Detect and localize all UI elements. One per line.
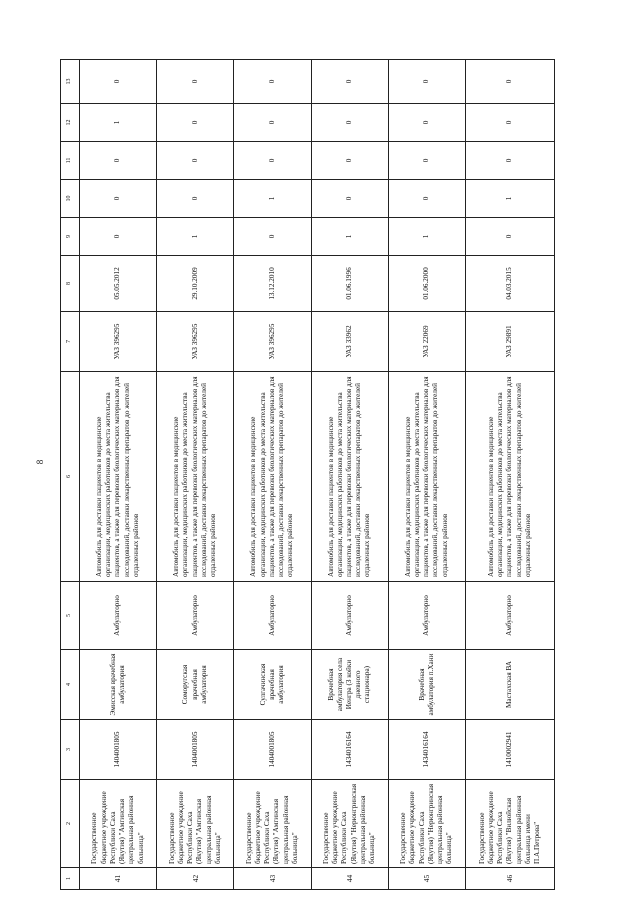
model-cell: УАЗ 29891 <box>465 312 554 372</box>
count-cell: 0 <box>80 142 157 180</box>
row-number: 42 <box>157 868 234 890</box>
row-number: 43 <box>234 868 311 890</box>
table-row <box>388 60 465 890</box>
care-type-cell: Амбулаторно <box>157 582 234 650</box>
count-cell: 0 <box>311 180 388 218</box>
header-row <box>61 60 80 890</box>
code-cell: 1410002941 <box>465 720 554 780</box>
unit-cell: Соморугская врачебная амбулатория <box>157 650 234 720</box>
count-cell: 0 <box>465 142 554 180</box>
count-cell: 0 <box>388 60 465 104</box>
header-cell: 9 <box>61 218 80 256</box>
care-type-cell: Амбулаторно <box>311 582 388 650</box>
table-row <box>157 60 234 890</box>
purpose-cell: Автомобиль для доставки пациентов в медицинские организации, медицинских работников до места жительства пациентов, а также для перевозки биологических материалов для исследований, доставки лекарственных препаратов до жителей отдаленных районов <box>388 372 465 582</box>
date-cell: 04.03.2015 <box>465 256 554 312</box>
count-cell: 0 <box>80 60 157 104</box>
purpose-cell: Автомобиль для доставки пациентов в медицинские организации, медицинских работников до места жительства пациентов, а также для перевозки биологических материалов для исследований, доставки лекарственных препаратов до жителей отдаленных районов <box>465 372 554 582</box>
purpose-cell: Автомобиль для доставки пациентов в медицинские организации, медицинских работников до места жительства пациентов, а также для перевозки биологических материалов для исследований, доставки лекарственных препаратов до жителей отдаленных районов <box>234 372 311 582</box>
count-cell: 0 <box>157 104 234 142</box>
row-number: 46 <box>465 868 554 890</box>
vehicles-table <box>60 59 555 890</box>
row-number: 41 <box>80 868 157 890</box>
unit-cell: Врачебная амбулатория села Иенгра (3 койки дневного стационара) <box>311 650 388 720</box>
count-cell: 0 <box>157 142 234 180</box>
count-cell: 1 <box>311 218 388 256</box>
table-row <box>465 60 554 890</box>
header-cell: 5 <box>61 582 80 650</box>
table-row <box>311 60 388 890</box>
code-cell: 1434016164 <box>311 720 388 780</box>
code-cell: 1404001805 <box>234 720 311 780</box>
organization-cell: Государственное бюджетное учреждение Республики Саха (Якутия) "Амгинская центральная районная больница" <box>157 780 234 868</box>
date-cell: 01.06.1996 <box>311 256 388 312</box>
unit-cell: Сулгачинская врачебная амбулатория <box>234 650 311 720</box>
count-cell: 0 <box>157 60 234 104</box>
count-cell: 1 <box>388 218 465 256</box>
count-cell: 0 <box>388 180 465 218</box>
count-cell: 0 <box>388 142 465 180</box>
header-cell: 6 <box>61 372 80 582</box>
organization-cell: Государственное бюджетное учреждение Республики Саха (Якутия) "Амгинская центральная районная больница" <box>80 780 157 868</box>
row-number: 45 <box>388 868 465 890</box>
header-cell: 7 <box>61 312 80 372</box>
count-cell: 0 <box>234 218 311 256</box>
header-cell: 1 <box>61 868 80 890</box>
rotated-table-wrapper <box>60 60 555 890</box>
count-cell: 0 <box>311 142 388 180</box>
organization-cell: Государственное бюджетное учреждение Республики Саха (Якутия) "Амгинская центральная районная больница" <box>234 780 311 868</box>
date-cell: 29.10.2009 <box>157 256 234 312</box>
code-cell: 1404001805 <box>80 720 157 780</box>
model-cell: УАЗ 22069 <box>388 312 465 372</box>
count-cell: 1 <box>80 104 157 142</box>
unit-cell: Врачебная амбулатория п.Хани <box>388 650 465 720</box>
header-cell: 12 <box>61 104 80 142</box>
page-number: 8 <box>35 459 45 465</box>
purpose-cell: Автомобиль для доставки пациентов в медицинские организации, медицинских работников до места жительства пациентов, а также для перевозки биологических материалов для исследований, доставки лекарственных препаратов до жителей отдаленных районов <box>311 372 388 582</box>
model-cell: УАЗ 396295 <box>157 312 234 372</box>
purpose-cell: Автомобиль для доставки пациентов в медицинские организации, медицинских работников до места жительства пациентов, а также для перевозки биологических материалов для исследований, доставки лекарственных препаратов до жителей отдаленных районов <box>157 372 234 582</box>
model-cell: УАЗ 396295 <box>80 312 157 372</box>
count-cell: 0 <box>234 104 311 142</box>
care-type-cell: Амбулаторно <box>80 582 157 650</box>
model-cell: УАЗ 396295 <box>234 312 311 372</box>
unit-cell: Эмисская врачебная амбулатория <box>80 650 157 720</box>
header-cell: 10 <box>61 180 80 218</box>
count-cell: 1 <box>465 180 554 218</box>
care-type-cell: Амбулаторно <box>388 582 465 650</box>
purpose-cell: Автомобиль для доставки пациентов в медицинские организации, медицинских работников до места жительства пациентов, а также для перевозки биологических материалов для исследований, доставки лекарственных препаратов до жителей отдаленных районов <box>80 372 157 582</box>
header-cell: 4 <box>61 650 80 720</box>
count-cell: 0 <box>234 142 311 180</box>
header-cell: 11 <box>61 142 80 180</box>
count-cell: 0 <box>465 218 554 256</box>
count-cell: 1 <box>157 218 234 256</box>
care-type-cell: Амбулаторно <box>234 582 311 650</box>
date-cell: 13.12.2010 <box>234 256 311 312</box>
organization-cell: Государственное бюджетное учреждение Республики Саха (Якутия) "Вилюйская центральная районная больница имени П.А.Петрова" <box>465 780 554 868</box>
count-cell: 0 <box>80 180 157 218</box>
count-cell: 0 <box>465 60 554 104</box>
date-cell: 01.06.2000 <box>388 256 465 312</box>
count-cell: 0 <box>80 218 157 256</box>
code-cell: 1434016164 <box>388 720 465 780</box>
model-cell: УАЗ 33962 <box>311 312 388 372</box>
header-cell: 2 <box>61 780 80 868</box>
count-cell: 0 <box>234 60 311 104</box>
table-row <box>80 60 157 890</box>
row-number: 44 <box>311 868 388 890</box>
count-cell: 1 <box>234 180 311 218</box>
count-cell: 0 <box>311 104 388 142</box>
count-cell: 0 <box>157 180 234 218</box>
organization-cell: Государственное бюджетное учреждение Республики Саха (Якутия) "Нерюнгринская центральная районная больница" <box>311 780 388 868</box>
care-type-cell: Амбулаторно <box>465 582 554 650</box>
count-cell: 0 <box>465 104 554 142</box>
header-cell: 13 <box>61 60 80 104</box>
header-cell: 8 <box>61 256 80 312</box>
header-cell: 3 <box>61 720 80 780</box>
unit-cell: Мастахская ВА <box>465 650 554 720</box>
count-cell: 0 <box>311 60 388 104</box>
table-row <box>234 60 311 890</box>
organization-cell: Государственное бюджетное учреждение Республики Саха (Якутия) "Нерюнгринская центральная районная больница" <box>388 780 465 868</box>
code-cell: 1404001805 <box>157 720 234 780</box>
count-cell: 0 <box>388 104 465 142</box>
date-cell: 05.05.2012 <box>80 256 157 312</box>
